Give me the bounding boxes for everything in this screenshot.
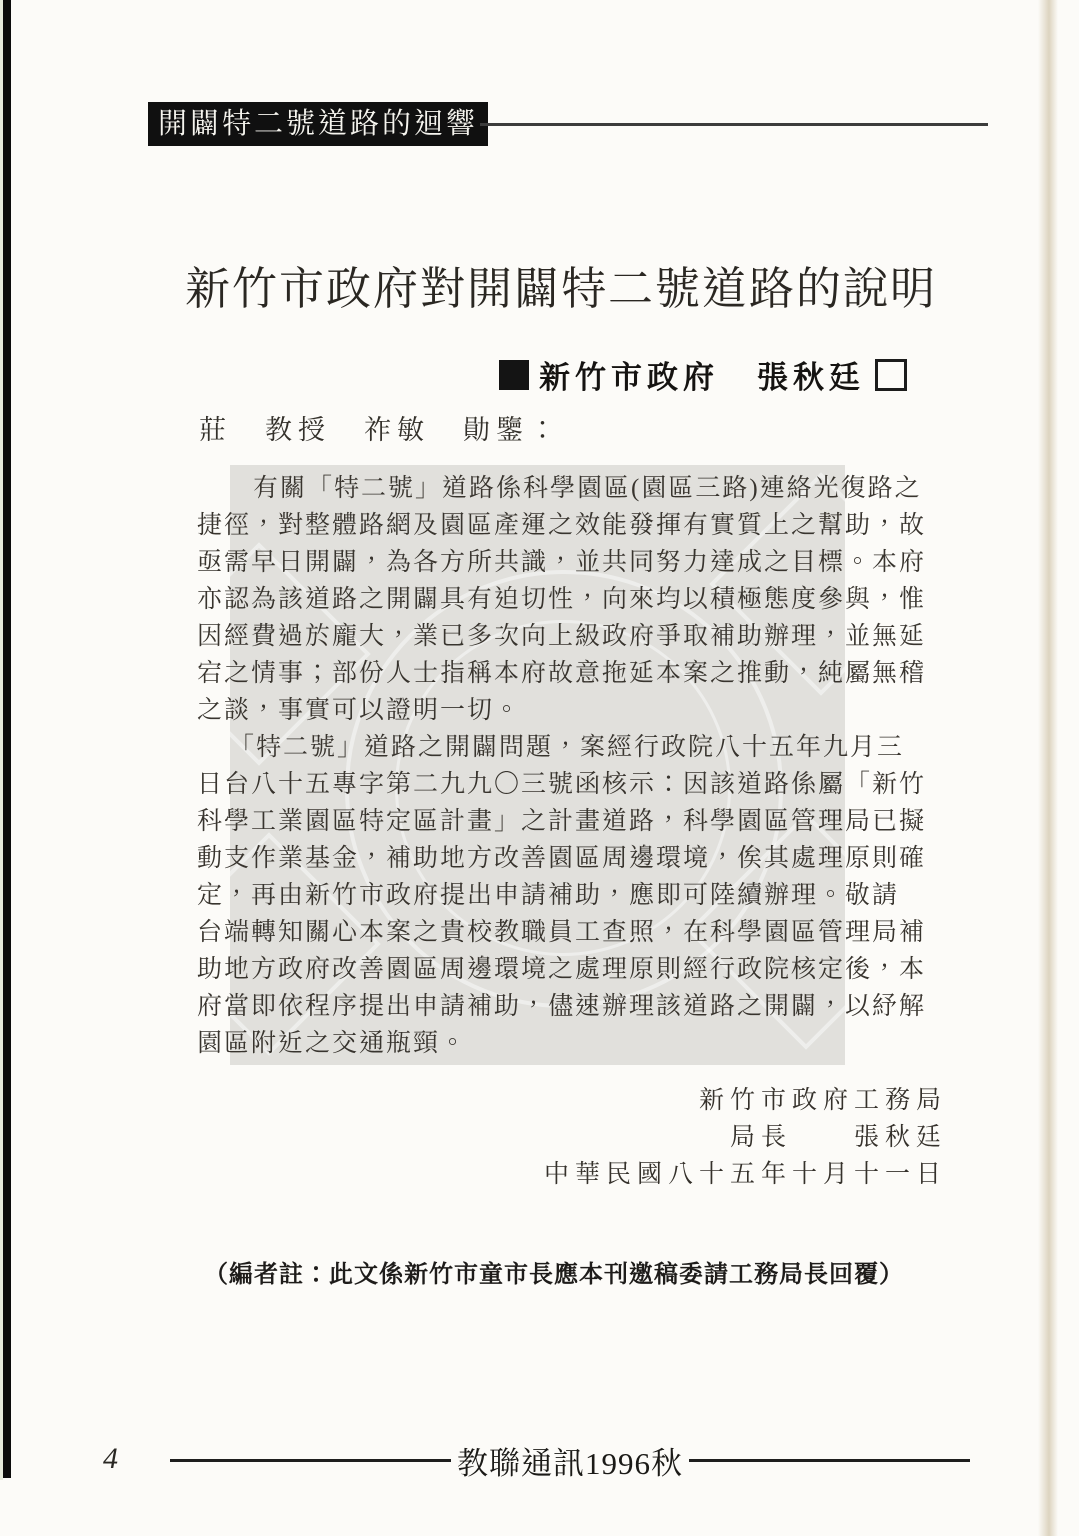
signature-date: 中華民國八十五年十月十一日 — [543, 1161, 947, 1188]
footer-rule — [170, 1438, 970, 1483]
body-line: 宕之情事；部份人士指稱本府故意拖延本案之推動，純屬無稽 — [197, 660, 927, 687]
body-line: 之談，事實可以證明一切。 — [197, 697, 522, 724]
body-line: 因經費過於龐大，業已多次向上級政府爭取補助辦理，並無延 — [197, 623, 927, 650]
body-text — [197, 470, 972, 1062]
signature-signer: 局長 張秋廷 — [729, 1124, 947, 1151]
body-line: 日台八十五專字第二九九〇三號函核示：因該道路係屬「新竹 — [197, 771, 927, 798]
body-line: 捷徑，對整體路網及園區產運之效能發揮有實質上之幫助，故 — [197, 512, 927, 539]
body-line: 助地方政府改善園區周邊環境之處理原則經行政院核定後，本 — [197, 956, 927, 983]
body-line: 府當即依程序提出申請補助，儘速辦理該道路之開闢，以紓解 — [197, 993, 927, 1020]
filled-square-icon — [499, 360, 529, 390]
body-line: 台端轉知關心本案之貴校教職員工查照，在科學園區管理局補 — [197, 919, 927, 946]
editor-note: （編者註：此文係新竹市童市長應本刊邀稿委請工務局長回覆） — [204, 1261, 904, 1288]
open-square-icon — [875, 359, 907, 391]
section-rule — [480, 123, 988, 126]
signature-block — [544, 1082, 947, 1193]
scan-edge-left — [3, 0, 11, 1478]
page-number: 4 — [103, 1442, 118, 1475]
body-line: 有關「特二號」道路係科學園區(園區三路)連絡光復路之 — [253, 475, 922, 502]
byline — [499, 352, 907, 397]
scan-shadow-right — [1038, 0, 1058, 1536]
signature-org: 新竹市政府工務局 — [698, 1087, 947, 1114]
byline-author: 張秋廷 — [757, 360, 865, 395]
byline-org: 新竹市政府 — [539, 360, 719, 395]
body-line: 「特二號」道路之開闢問題，案經行政院八十五年九月三 — [229, 734, 905, 761]
journal-title: 教聯通訊1996秋 — [457, 1446, 683, 1481]
body-line: 亟需早日開闢，為各方所共識，並共同努力達成之目標。本府 — [197, 549, 927, 576]
section-tag: 開闢特二號道路的迴響 — [148, 102, 488, 146]
body-line: 科學工業園區特定區計畫」之計畫道路，科學園區管理局已擬 — [197, 808, 927, 835]
body-line: 定，再由新竹市政府提出申請補助，應即可陸續辦理。敬請 — [197, 882, 900, 909]
body-line: 亦認為該道路之開闢具有迫切性，向來均以積極態度參與，惟 — [197, 586, 927, 613]
body-line: 動支作業基金，補助地方改善園區周邊環境，俟其處理原則確 — [197, 845, 927, 872]
article-title: 新竹市政府對開闢特二號道路的說明 — [185, 264, 938, 314]
footer-rule-segment — [689, 1459, 970, 1462]
salutation: 莊 教授 祚敏 勛鑒： — [199, 415, 562, 445]
body-line: 園區附近之交通瓶頸。 — [197, 1030, 468, 1057]
footer-rule-segment — [170, 1459, 451, 1462]
